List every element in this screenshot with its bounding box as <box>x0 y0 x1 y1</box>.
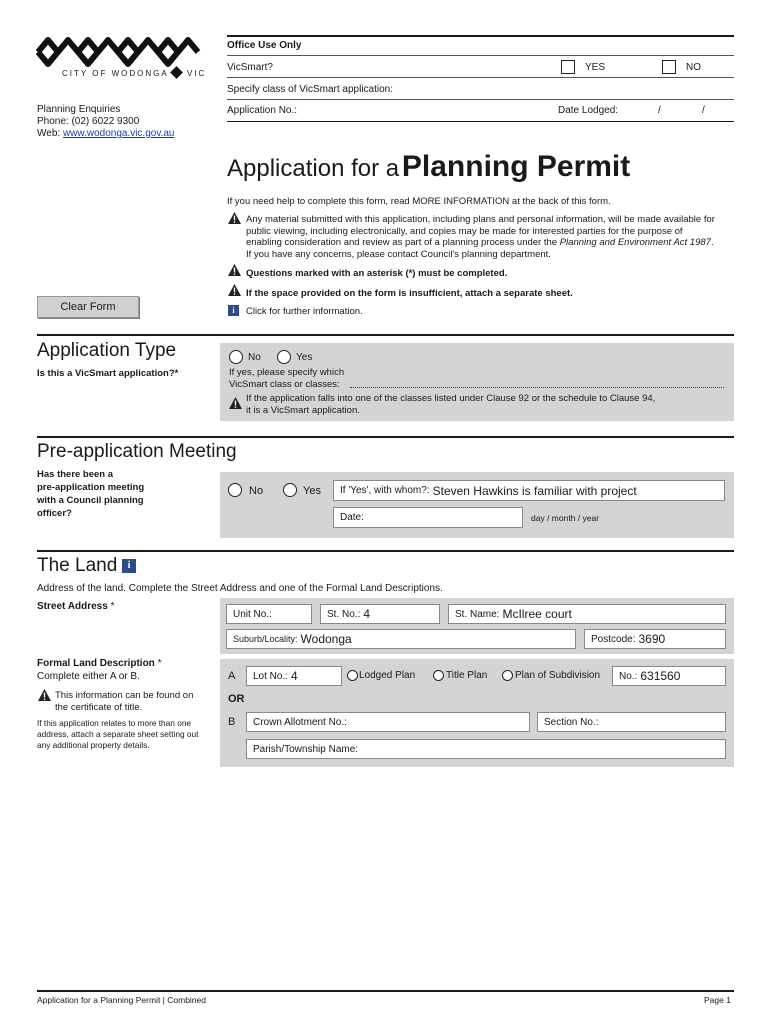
app-type-note-1: If the application falls into one of the classes listed under Clause 92 or the schedule to Clause 94, <box>246 393 656 404</box>
formal-land-star: * <box>157 658 162 669</box>
street-address-star: * <box>110 601 115 612</box>
footer-left: Application for a Planning Permit | Combined <box>37 995 206 1005</box>
or-label: OR <box>228 693 245 705</box>
pre-app-date-field[interactable] <box>333 507 523 528</box>
pre-app-whom-field[interactable] <box>333 480 725 501</box>
land-info-icon[interactable]: i <box>122 559 136 573</box>
crown-allotment-field[interactable] <box>246 712 530 732</box>
postcode-value: 3690 <box>638 632 666 646</box>
warning-icon <box>228 264 241 276</box>
app-type-rule <box>37 334 734 336</box>
st-name-label: St. Name: <box>455 608 500 620</box>
whom-value: Steven Hawkins is familiar with project <box>432 483 637 498</box>
parish-label: Parish/Township Name: <box>253 743 359 755</box>
app-type-no-radio[interactable] <box>229 350 243 364</box>
land-rule <box>37 550 734 552</box>
multi-address-note-1: If this application relates to more than one <box>37 718 192 728</box>
unit-no-field[interactable] <box>226 604 312 624</box>
street-address-text: Street Address <box>37 601 108 612</box>
office-date-lodged-label: Date Lodged: <box>558 105 619 116</box>
app-type-no-label: No <box>248 352 261 363</box>
logo-diamond-icon <box>170 66 183 79</box>
postcode-field[interactable] <box>584 629 726 649</box>
info-icon[interactable]: i <box>228 305 239 316</box>
lot-no-label: Lot No.: <box>253 670 289 682</box>
material-text-end: . If you have any concerns, please contact Council's planning department. <box>246 237 714 260</box>
material-notice <box>246 214 716 260</box>
office-no-label: NO <box>686 62 701 73</box>
plan-no-label: No.: <box>619 670 638 682</box>
logo-city-text: CITY OF WODONGA <box>62 69 169 78</box>
app-type-title: Application Type <box>37 340 177 361</box>
suburb-field[interactable] <box>226 629 576 649</box>
plan-no-field[interactable] <box>612 666 726 686</box>
pre-app-question-3: with a Council planning <box>37 495 144 506</box>
app-type-yes-label: Yes <box>296 352 313 363</box>
formal-land-label <box>37 658 161 669</box>
lot-no-value: 4 <box>291 669 298 683</box>
space-notice: If the space provided on the form is insufficient, attach a separate sheet. <box>246 288 573 299</box>
suburb-label: Suburb/Locality: <box>233 634 298 644</box>
page-title <box>227 150 630 184</box>
warning-icon <box>228 284 241 296</box>
section-no-label: Section No.: <box>544 716 599 728</box>
lodged-plan-radio[interactable] <box>347 670 358 681</box>
app-type-if-yes-1: If yes, please specify which <box>229 367 345 378</box>
logo-wordmark-graphic <box>36 34 211 68</box>
material-text: Any material submitted with this application, including plans and personal information, will be made available for public viewing, including electronically, and copies may be made for interested parties for the purpose of enabling consideration and review as part of a planning process under the <box>246 214 715 248</box>
pre-app-title: Pre-application Meeting <box>37 441 237 462</box>
parish-field[interactable] <box>246 739 726 759</box>
land-intro: Address of the land. Complete the Street Address and one of the Formal Land Descriptions. <box>37 583 443 594</box>
lodged-plan-label: Lodged Plan <box>359 670 416 681</box>
footer-rule <box>37 990 734 992</box>
office-date-sep-2: / <box>702 105 705 116</box>
asterisk-notice: Questions marked with an asterisk (*) must be completed. <box>246 268 508 279</box>
office-vicsmart-label: VicSmart? <box>227 62 273 73</box>
cert-note-1: This information can be found on <box>55 690 194 701</box>
pre-app-question-4: officer? <box>37 508 72 519</box>
plan-subdivision-label: Plan of Subdivision <box>515 670 601 681</box>
footer-page: Page 1 <box>704 995 731 1005</box>
title-prefix: Application for a <box>227 155 400 182</box>
pre-app-no-label: No <box>249 485 264 497</box>
office-rule-2 <box>227 77 734 78</box>
office-use-title: Office Use Only <box>227 40 302 51</box>
st-name-value: McIlree court <box>502 607 572 621</box>
plan-no-value: 631560 <box>640 669 681 683</box>
multi-address-note-2: address, attach a separate sheet setting out <box>37 729 199 739</box>
office-rule-3 <box>227 99 734 100</box>
title-plan-radio[interactable] <box>433 670 444 681</box>
office-top-rule <box>227 35 734 37</box>
title-main: Planning Permit <box>401 150 631 183</box>
app-type-note-2: it is a VicSmart application. <box>246 405 360 416</box>
cert-note-2: the certificate of title. <box>55 702 143 713</box>
plan-subdivision-radio[interactable] <box>502 670 513 681</box>
office-app-no-label: Application No.: <box>227 105 298 116</box>
app-type-question: Is this a VicSmart application?* <box>37 368 179 379</box>
warning-icon <box>38 689 51 701</box>
section-no-field[interactable] <box>537 712 726 732</box>
multi-address-note-3: any additional property details. <box>37 740 150 750</box>
lot-no-field[interactable] <box>246 666 342 686</box>
pre-app-rule <box>37 436 734 438</box>
logo-vic-text: VIC <box>187 69 207 78</box>
pre-app-no-radio[interactable] <box>228 483 242 497</box>
act-name: Planning and Environment Act 1987 <box>559 237 711 248</box>
warning-icon <box>228 212 241 224</box>
st-no-label: St. No.: <box>327 608 361 620</box>
suburb-value: Wodonga <box>300 632 352 646</box>
wodonga-logo <box>36 34 211 80</box>
st-no-value: 4 <box>363 607 371 621</box>
click-info-text[interactable]: Click for further information. <box>246 306 363 317</box>
help-text: If you need help to complete this form, read MORE INFORMATION at the back of this form. <box>227 196 611 207</box>
pre-app-question-2: pre-application meeting <box>37 482 145 493</box>
formal-land-text: Formal Land Description <box>37 658 155 669</box>
unit-no-label: Unit No.: <box>233 608 272 620</box>
street-address-label <box>37 601 114 612</box>
complete-either: Complete either A or B. <box>37 671 140 682</box>
app-type-yes-radio[interactable] <box>277 350 291 364</box>
clear-form-button[interactable]: Clear Form <box>37 296 139 318</box>
whom-label: If 'Yes', with whom?: <box>340 485 430 496</box>
enquiries-title: Planning Enquiries <box>37 104 121 115</box>
title-plan-label: Title Plan <box>446 670 488 681</box>
web-label: Web: <box>37 128 61 139</box>
office-date-sep-1: / <box>658 105 661 116</box>
pre-app-date-hint: day / month / year <box>531 513 600 523</box>
office-bottom-rule <box>227 121 734 122</box>
office-yes-checkbox[interactable] <box>561 60 575 74</box>
office-no-checkbox[interactable] <box>662 60 676 74</box>
office-rule-1 <box>227 55 734 56</box>
st-no-field[interactable] <box>320 604 440 624</box>
office-specify-label: Specify class of VicSmart application: <box>227 84 394 95</box>
st-name-field[interactable] <box>448 604 726 624</box>
pre-app-question-1: Has there been a <box>37 469 114 480</box>
date-label: Date: <box>340 512 364 523</box>
web-link[interactable]: www.wodonga.vic.gov.au <box>62 128 175 139</box>
app-type-if-yes-2: VicSmart class or classes: <box>229 379 340 390</box>
crown-allotment-label: Crown Allotment No.: <box>253 716 347 728</box>
enquiries-web <box>37 128 175 139</box>
postcode-label: Postcode: <box>591 633 636 645</box>
option-a-label: A <box>228 670 236 682</box>
warning-icon <box>229 397 242 409</box>
office-yes-label: YES <box>585 62 606 73</box>
enquiries-phone: Phone: (02) 6022 9300 <box>37 116 140 127</box>
vicsmart-class-input[interactable] <box>350 387 724 388</box>
pre-app-yes-radio[interactable] <box>283 483 297 497</box>
option-b-label: B <box>228 716 236 728</box>
land-title: The Land <box>37 555 118 576</box>
pre-app-yes-label: Yes <box>303 485 321 497</box>
